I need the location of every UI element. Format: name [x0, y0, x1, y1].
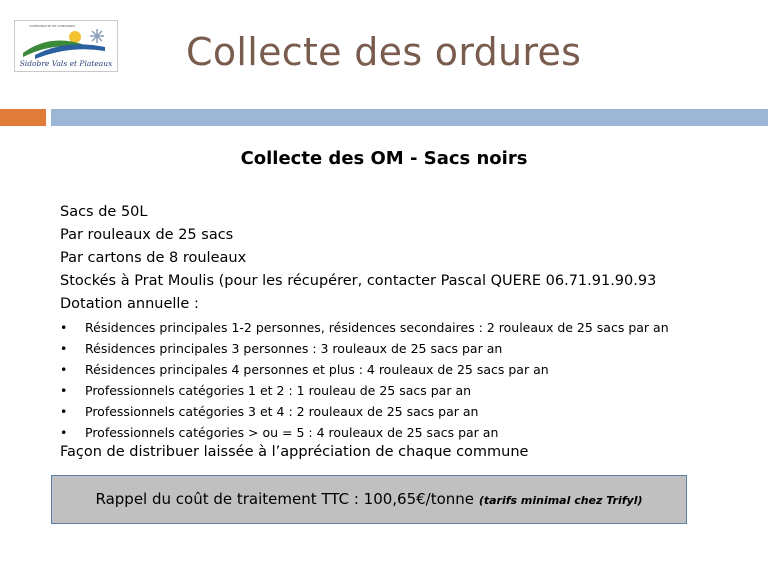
slide-title: Collecte des ordures: [186, 30, 582, 74]
logo: [14, 20, 118, 72]
bullet-icon: •: [60, 362, 68, 377]
accent-bar-orange: [0, 109, 46, 126]
text-line: Stockés à Prat Moulis (pour les récupérer, contacter Pascal QUERE 06.71.91.90.93: [60, 273, 657, 289]
text-line: Par cartons de 8 rouleaux: [60, 250, 247, 266]
section-subtitle: Collecte des OM - Sacs noirs: [240, 148, 528, 169]
cost-reminder-note: (tarifs minimal chez Trifyl): [478, 494, 643, 507]
list-item-text: Professionnels catégories 1 et 2 : 1 rouleau de 25 sacs par an: [85, 383, 472, 398]
logo-caption: Sidobre Vals et Plateaux: [19, 59, 113, 68]
list-item-text: Professionnels catégories 3 et 4 : 2 rouleaux de 25 sacs par an: [85, 404, 479, 419]
bullet-icon: •: [60, 320, 68, 335]
list-item-text: Résidences principales 4 personnes et plus : 4 rouleaux de 25 sacs par an: [85, 362, 549, 377]
bullet-icon: •: [60, 404, 68, 419]
bullet-icon: •: [60, 425, 68, 440]
cost-reminder-box: [51, 475, 687, 524]
cost-reminder-text: Rappel du coût de traitement TTC : 100,65€/tonne: [95, 490, 479, 508]
text-line: Par rouleaux de 25 sacs: [60, 227, 234, 243]
bullet-icon: •: [60, 383, 68, 398]
logo-small-text: COMMUNAUTÉ DE COMMUNES: [29, 24, 76, 28]
text-line: Sacs de 50L: [60, 204, 148, 220]
list-item-text: Résidences principales 1-2 personnes, résidences secondaires : 2 rouleaux de 25 sacs par an: [85, 320, 669, 335]
list-item-text: Professionnels catégories > ou = 5 : 4 rouleaux de 25 sacs par an: [85, 425, 499, 440]
accent-bar-blue: [51, 109, 768, 126]
text-line: Dotation annuelle :: [60, 296, 199, 312]
list-item-text: Résidences principales 3 personnes : 3 rouleaux de 25 sacs par an: [85, 341, 503, 356]
closing-line: Façon de distribuer laissée à l’appréciation de chaque commune: [60, 444, 529, 460]
bullet-icon: •: [60, 341, 68, 356]
